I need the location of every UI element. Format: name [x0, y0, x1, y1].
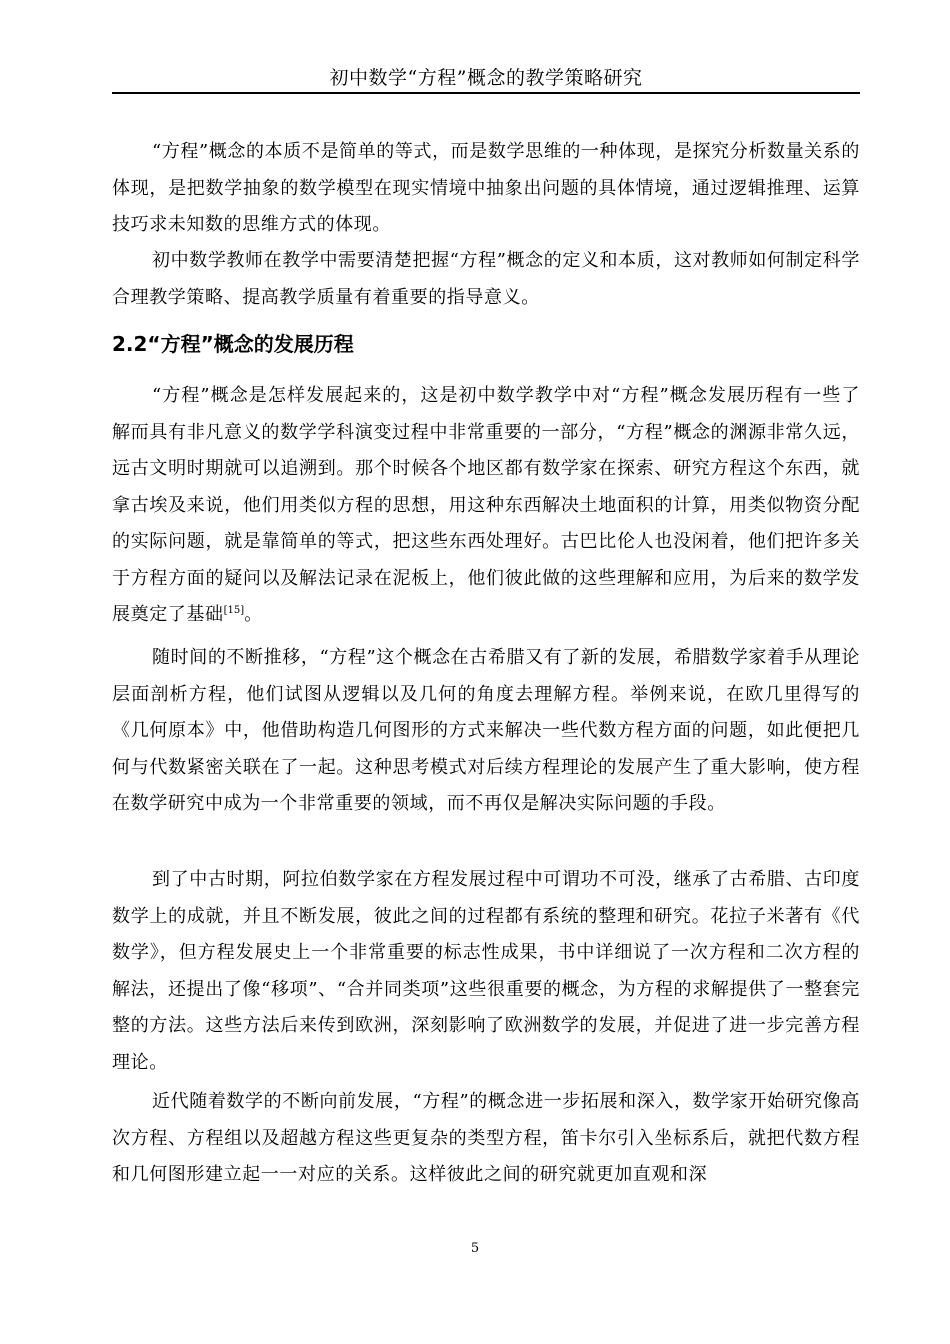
- paragraph-teacher-guidance: 初中数学教师在教学中需要清楚把握“方程”概念的定义和本质，这对教师如何制定科学合理教学策略、提高教学质量有着重要的指导意义。: [112, 250, 860, 308]
- header-rule: [112, 92, 860, 94]
- citation-15: [15]: [223, 605, 245, 616]
- running-header: 初中数学“方程”概念的教学策略研究: [329, 67, 643, 89]
- paragraph-essence: “方程”概念的本质不是简单的等式，而是数学思维的一种体现，是探究分析数量关系的体现，是把数学抽象的数学模型在现实情境中抽象出问题的具体情境，通过逻辑推理、运算技巧求未知数的思维方式的体现。: [112, 141, 860, 235]
- paragraph-ancient-origins: [112, 378, 860, 634]
- paragraph-ancient-origins-text: “方程”概念是怎样发展起来的，这是初中数学教学中对“方程”概念发展历程有一些了解而具有非凡意义的数学学科演变过程中非常重要的一部分，“方程”概念的渊源非常久远，远古文明时期就可以追溯到。那个时候各个地区都有数学家在探索、研究方程这个东西，就拿古埃及来说，他们用类似方程的思想，用这种东西解决土地面积的计算，用类似物资分配的实际问题，就是靠简单的等式，把这些东西处理好。古巴比伦人也没闲着，他们把许多关于方程方面的疑问以及解法记录在泥板上，他们彼此做的这些理解和应用，为后来的数学发展奠定了基础: [112, 385, 860, 625]
- paragraph-greek-development: 随时间的不断推移，“方程”这个概念在古希腊又有了新的发展，希腊数学家着手从理论层面剖析方程，他们试图从逻辑以及几何的角度去理解方程。举例来说，在欧几里得写的《几何原本》中，他借助构造几何图形的方式来解决一些代数方程方面的问题，如此便把几何与代数紧密关联在了一起。这种思考模式对后续方程理论的发展产生了重大影响，使方程在数学研究中成为一个非常重要的领域，而不再仅是解决实际问题的手段。: [112, 647, 860, 814]
- paragraph-medieval-arabic: 到了中古时期，阿拉伯数学家在方程发展过程中可谓功不可没，继承了古希腊、古印度数学上的成就，并且不断发展，彼此之间的过程都有系统的整理和研究。花拉子米著有《代数学》，但方程发展史上一个非常重要的标志性成果，书中详细说了一次方程和二次方程的解法，还提出了像“移项”、“合并同类项”这些很重要的概念，为方程的求解提供了一整套完整的方法。这些方法后来传到欧洲，深刻影响了欧洲数学的发展，并促进了进一步完善方程理论。: [112, 869, 860, 1073]
- page-number: 5: [470, 1241, 480, 1256]
- paragraph-ancient-origins-end: 。: [244, 604, 263, 625]
- section-heading: 2.2“方程”概念的发展历程: [112, 332, 354, 356]
- paragraph-modern-development: 近代随着数学的不断向前发展，“方程”的概念进一步拓展和深入，数学家开始研究像高次方程、方程组以及超越方程这些更复杂的类型方程，笛卡尔引入坐标系后，就把代数方程和几何图形建立起一一对应的关系。这样彼此之间的研究就更加直观和深: [112, 1091, 860, 1185]
